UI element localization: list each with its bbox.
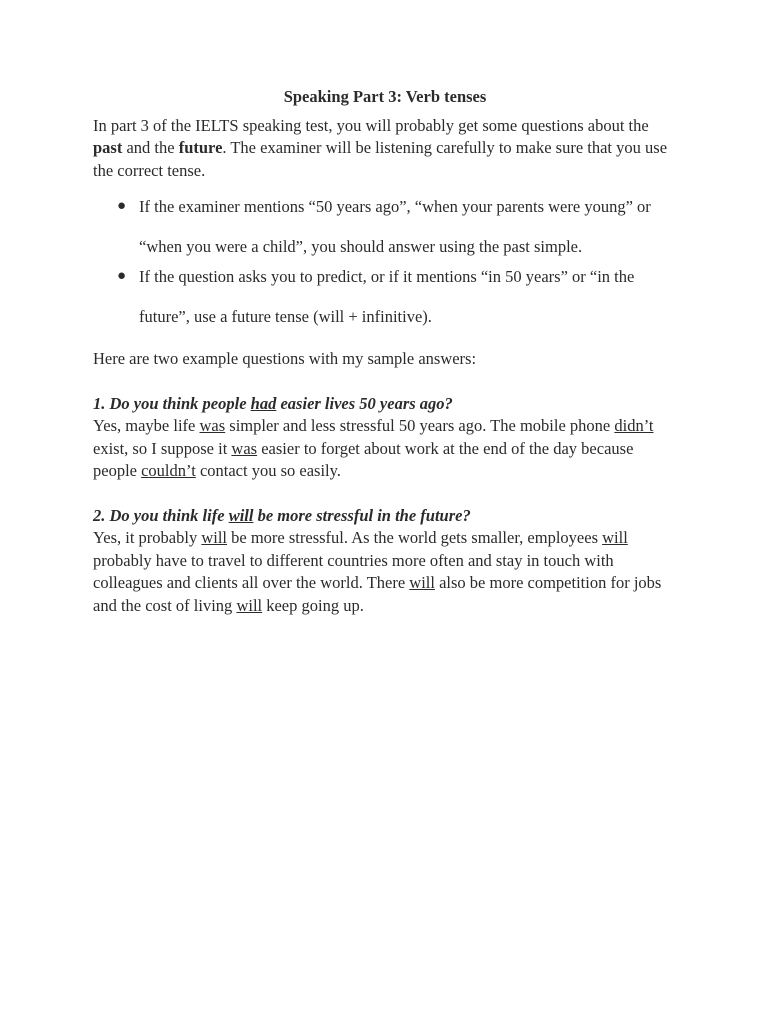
bullet-icon: ●	[117, 268, 127, 284]
answer-2-text-1: Yes, it probably	[93, 528, 202, 547]
document-page	[93, 86, 677, 639]
question-2-verb: will	[228, 505, 254, 525]
answer-2-verb-4: will	[236, 595, 263, 615]
answer-1-verb-2: didn’t	[614, 416, 654, 435]
question-2	[93, 505, 677, 528]
intro-bold-future: future	[178, 138, 223, 157]
answer-1-verb-1: was	[199, 416, 226, 435]
answer-1-text-5: contact you so easily.	[195, 461, 341, 480]
list-item	[93, 187, 677, 266]
question-1-text-2: easier lives 50 years ago?	[276, 393, 453, 413]
answer-1-text-4: easier to forget about work at the end of the day because people	[93, 438, 634, 480]
answer-2-verb-3: will	[409, 573, 435, 592]
bullet-icon: ●	[117, 198, 127, 214]
answer-1-verb-4: couldn’t	[141, 461, 196, 480]
answer-2-verb-2: will	[602, 528, 628, 547]
page-title: Speaking Part 3: Verb tenses	[283, 87, 487, 106]
answer-1-text-2: simpler and less stressful 50 years ago. The mobile phone	[225, 416, 615, 435]
list-item-text: If the examiner mentions “50 years ago”, “when your parents were young” or “when you were a child”, you should answer using the past simple.	[139, 197, 651, 256]
list-item-text: If the question asks you to predict, or if it mentions “in 50 years” or “in the future”, use a future tense (will + infinitive).	[139, 267, 635, 326]
answer-1	[93, 415, 677, 483]
answer-2-text-2: be more stressful. As the world gets smaller, employees	[227, 528, 603, 547]
intro-text-2: and the	[122, 138, 179, 157]
answer-1-text-3: exist, so I suppose it	[93, 438, 232, 458]
question-1-text-1: 1. Do you think people	[93, 393, 251, 413]
intro-bold-past: past	[93, 138, 123, 157]
intro-text-3: . The examiner will be listening carefully to make sure that you use the correct tense.	[93, 138, 668, 180]
answer-2-text-4: also be more competition for jobs and the cost of living	[93, 573, 662, 615]
list-item	[93, 257, 677, 336]
answer-2-verb-1: will	[201, 528, 228, 547]
answer-2-text-5: keep going up.	[262, 595, 364, 615]
answer-1-verb-3: was	[231, 438, 258, 458]
question-2-text-2: be more stressful in the future?	[253, 505, 471, 525]
question-2-text-1: 2. Do you think life	[93, 505, 229, 525]
tips-list	[93, 187, 677, 336]
answer-1-text-1: Yes, maybe life	[93, 416, 200, 435]
question-1-verb: had	[250, 393, 277, 413]
answer-2-text-3: probably have to travel to different countries more often and stay in touch with colleagues and clients all over the world. There	[93, 550, 614, 592]
intro-text-1: In part 3 of the IELTS speaking test, you will probably get some questions about the	[93, 115, 649, 135]
answer-2	[93, 527, 677, 617]
question-1	[93, 393, 677, 416]
intro-paragraph	[93, 115, 677, 183]
lead-text: Here are two example questions with my sample answers:	[93, 349, 477, 368]
